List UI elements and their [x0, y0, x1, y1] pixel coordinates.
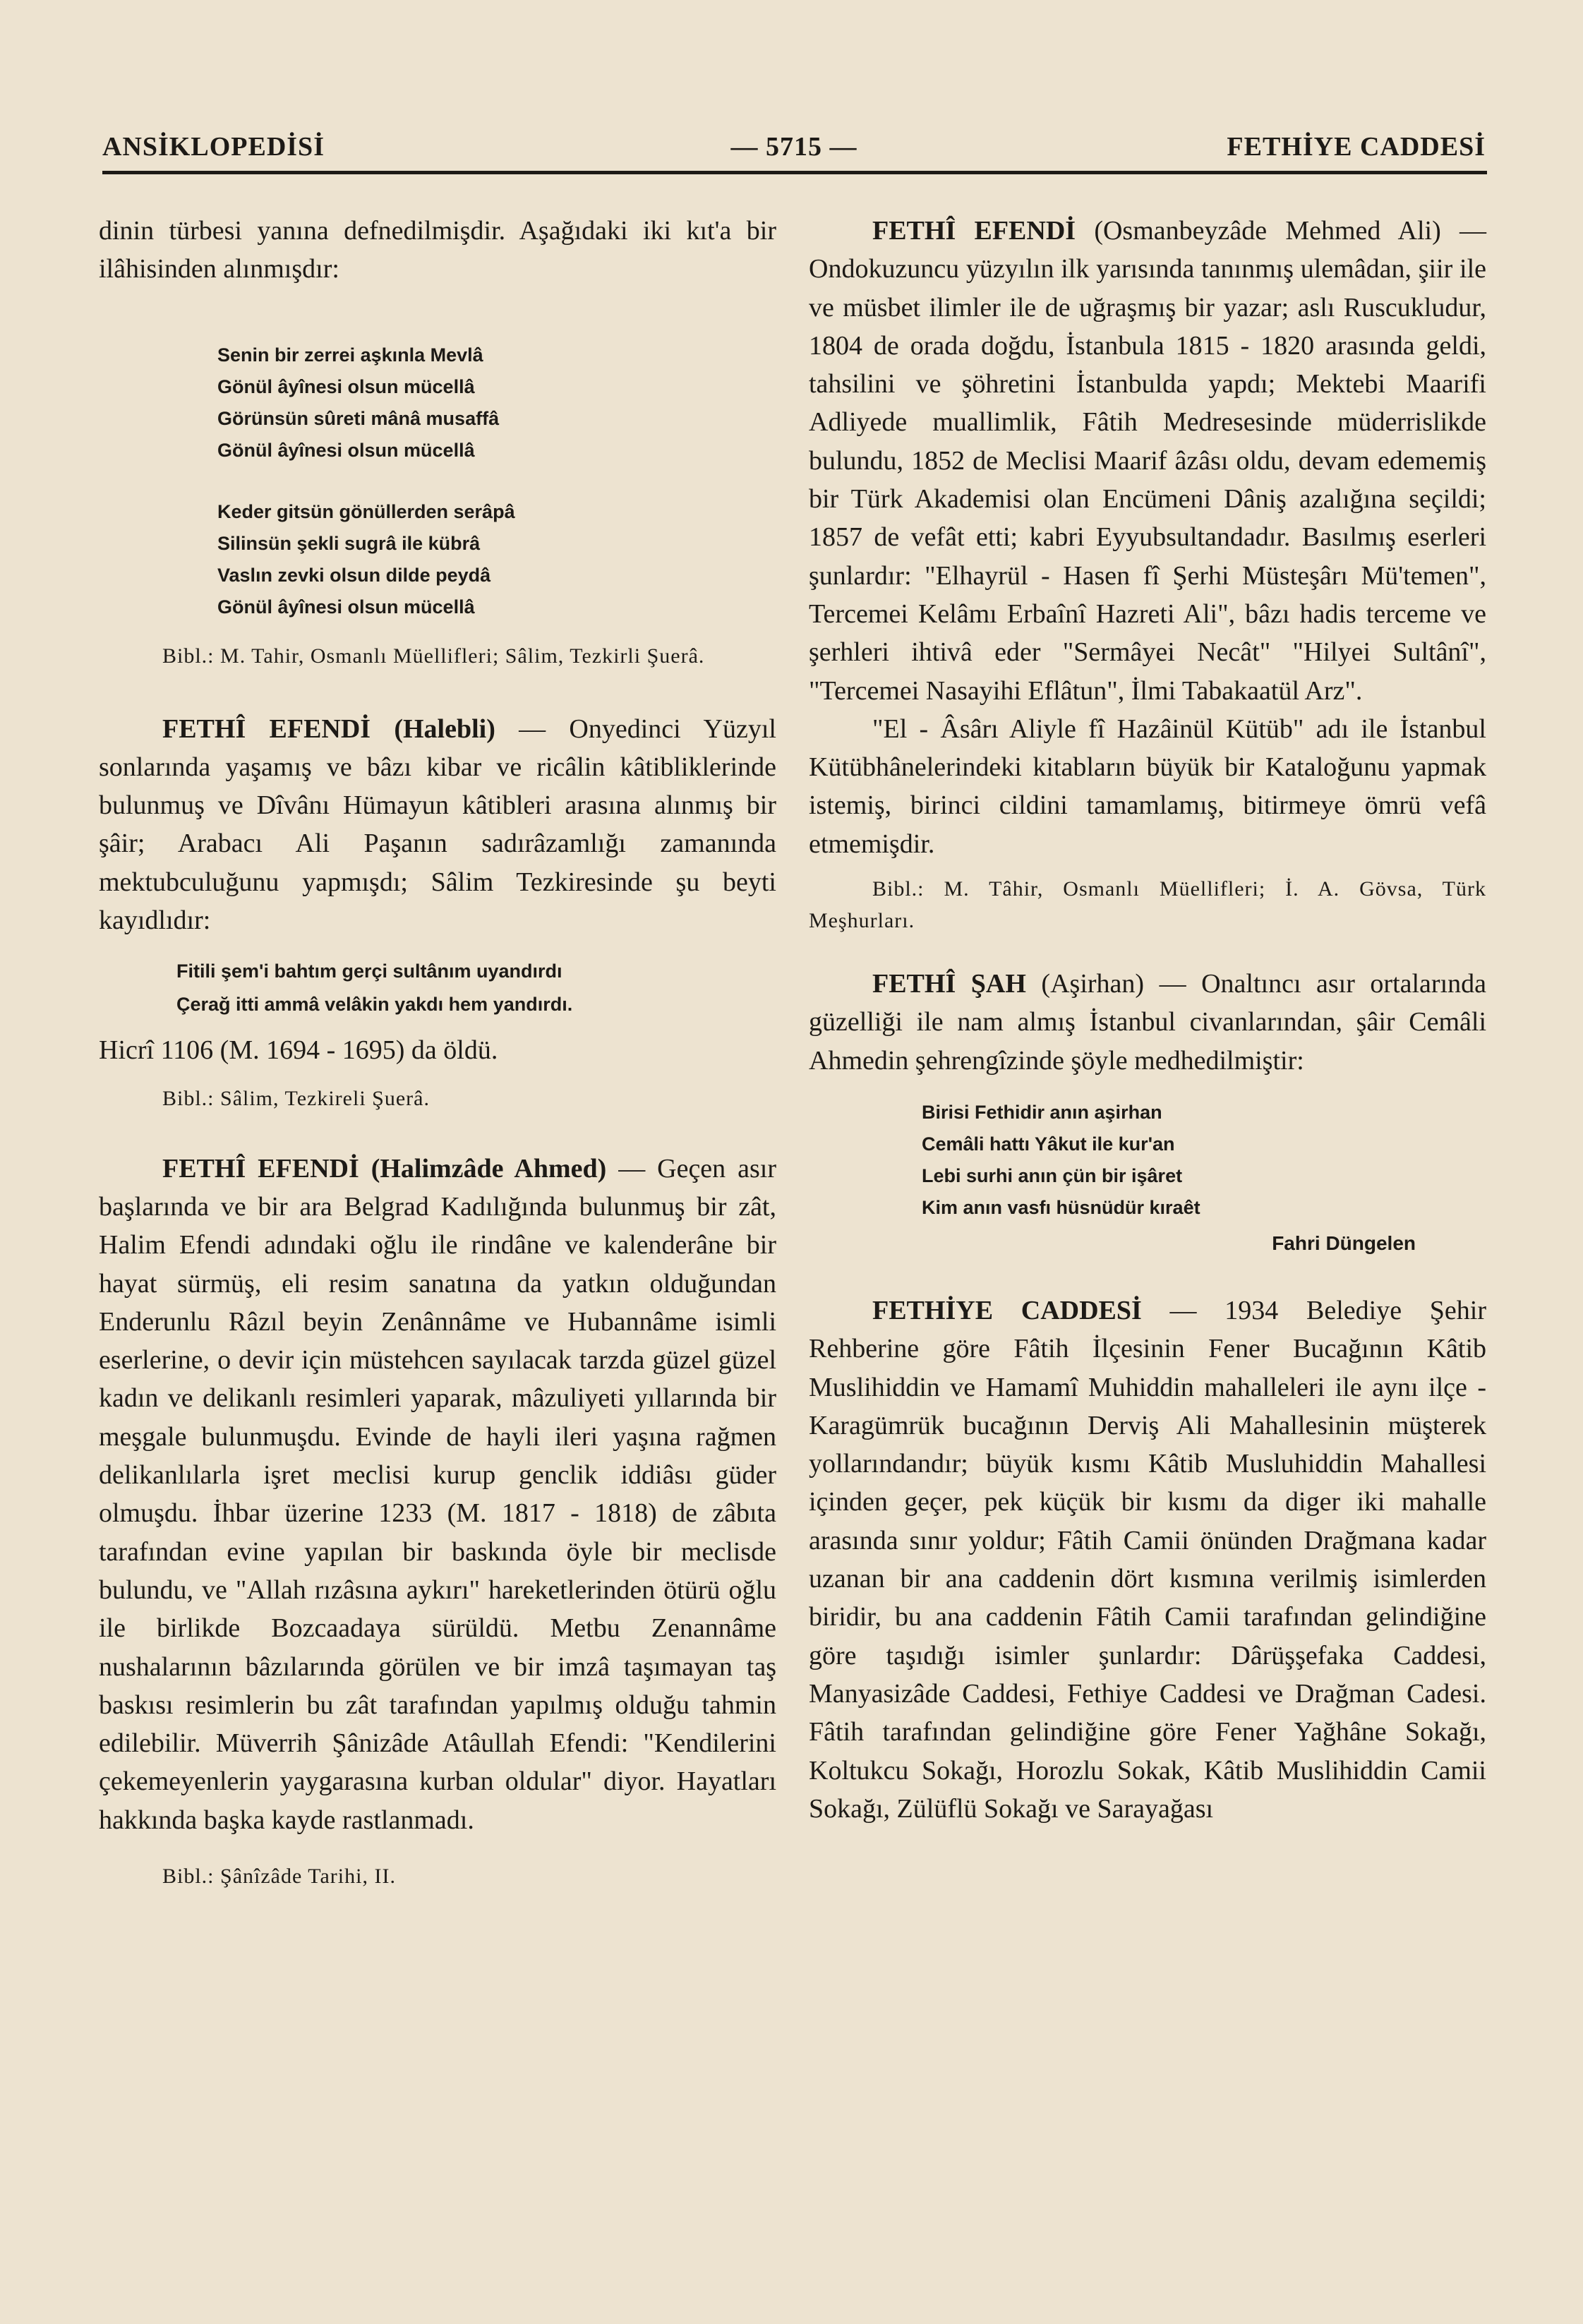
page-header: [102, 124, 1486, 169]
entry-fethi-efendi-osmanbeyzade: [809, 212, 1486, 710]
sehrengiz-verse: [809, 1097, 1486, 1224]
verse-line: Lebi surhi anın çün bir işâret: [922, 1164, 1183, 1186]
verse-line: Gönül âyînesi olsun mücellâ: [217, 596, 475, 618]
verse-line: Görünsün sûreti mânâ musaffâ: [217, 407, 500, 429]
verse-line: Gönül âyînesi olsun mücellâ: [217, 375, 475, 397]
ilahi-stanza-1: [217, 339, 776, 466]
entry-fethi-sah: [809, 965, 1486, 1080]
verse-line: Çerağ itti ammâ velâkin yakdı hem yandırdı.: [176, 994, 573, 1016]
ilahi-stanza-2: [217, 496, 776, 623]
bibliography: Bibl.: M. Tahir, Osmanlı Müellifleri; Sâlim, Tezkirli Şuerâ.: [162, 644, 705, 668]
entry-title: FETHÎ EFENDİ (Halebli): [162, 714, 495, 744]
ilahi-verse: [99, 339, 776, 623]
bibliography: Bibl.: M. Tâhir, Osmanlı Müellifleri; İ. A. Gövsa, Türk Meşhurları.: [809, 877, 1486, 933]
entry-text: (Osmanbeyzâde Mehmed Ali) — Ondokuzuncu yüzyılın ilk yarısında tanınmış ulemâdan, şiir ile ve müsbet ilimler ile de uğraşmış bir yazar; aslı Ruscukludur, 1804 de orada doğdu, İstanbula 1815 - 1820 arasında geldi, tahsilini ve şöhretini İstanbulda yapdı; Mektebi Maarifi Adliyede muallimlik, Fâtih Medresesinde müderrislikde bulundu, 1852 de Meclisi Maarif âzâsı oldu, devam edememiş bir Türk Akademisi olan Encümeni Dâniş azalığına seçildi; 1857 de vefât etti; kabri Eyyubsultandadır. Basılmış eserleri şunlardır: "Elhayrül - Hasen fî Şerhi Müsteşârı Mü'temen", Tercemei Kelâmı Erbaînî Hazreti Ali", bâzı hadis terceme ve şerhleri ihtivâ eder "Sermâyei Necât" "Hilyei Sultânî", "Tercemei Nasayihi Eflâtun", İlmi Tabakaatül Arz".: [809, 216, 1487, 706]
beyit-verse: [99, 955, 776, 1021]
verse-line: Gönül âyînesi olsun mücellâ: [217, 439, 475, 461]
verse-line: Senin bir zerrei aşkınla Mevlâ: [217, 344, 483, 366]
verse-line: Kim anın vasfı hüsnüdür kıraêt: [922, 1196, 1200, 1218]
entry-fethiye-caddesi: [809, 1292, 1486, 1828]
entry-title: FETHÎ EFENDİ (Halimzâde Ahmed): [162, 1153, 607, 1184]
left-column: [99, 212, 776, 1892]
entry-title: FETHÎ EFENDİ: [872, 216, 1076, 246]
verse-line: Cemâli hattı Yâkut ile kur'an: [922, 1133, 1175, 1155]
verse-line: Fitili şem'i bahtım gerçi sultânım uyandırdı: [176, 961, 562, 982]
entry-title: FETHÎ ŞAH: [872, 969, 1026, 999]
verse-line: Birisi Fethidir anın aşirhan: [922, 1101, 1162, 1123]
bibliography: Bibl.: Şânîzâde Tarihi, II.: [162, 1865, 396, 1889]
entry-text: (Aşirhan) — Onaltıncı asır ortalarında güzelliği ile nam almış İstanbul civanlarından, şâir Cemâli Ahmedin şehrengîzinde şöyle medhedilmiştir:: [809, 969, 1486, 1076]
article-author: Fahri Düngelen: [1272, 1232, 1416, 1254]
header-right: FETHİYE CADDESİ: [1227, 132, 1486, 162]
entry-fethi-efendi-halebli: [99, 710, 776, 940]
verse-line: Silinsün şekli sugrâ ile kübrâ: [217, 532, 481, 554]
entry-paragraph: "El - Âsârı Aliyle fî Hazâinül Kütüb" adı ile İstanbul Kütübhânelerindeki kitabların büyük bir Kataloğunu yapmak istemiş, birinci cildini tamamlamış, bitirmeye ömrü vefâ etmemişdir.: [809, 714, 1486, 859]
verse-line: Vaslın zevki olsun dilde peydâ: [217, 564, 491, 586]
bibliography: Bibl.: Sâlim, Tezkireli Şuerâ.: [162, 1086, 430, 1110]
verse-line: Keder gitsün gönüllerden serâpâ: [217, 500, 515, 522]
entry-fethi-efendi-halimzade: [99, 1150, 776, 1839]
header-left: ANSİKLOPEDİSİ: [102, 132, 325, 162]
entry-text: — 1934 Belediye Şehir Rehberine göre Fâtih İlçesinin Fener Bucağının Kâtib Muslihiddin ve Hamamî Muhiddin mahalleleri ile aynı ilçe - Karagümrük bucağının Derviş Ali Mahallesinin müşterek yollarındandır; büyük kısmı Kâtib Musluhiddin Mahallesi içinden geçer, pek küçük bir kısmı da diger iki mahalle arasında sınır yoldur; Fâtih Camii önünden Drağmana kadar uzanan bir ana caddenin dört kısmına verilmiş isimlerden biridir, bu ana caddenin Fâtih Camii tarafından gelindiğine göre taşıdığı isimler şunlardır: Dârüşşefaka Caddesi, Manyasizâde Caddesi, Fethiye Caddesi ve Drağman Cadesi. Fâtih tarafından gelindiğine göre Fener Yağhâne Sokağı, Koltukcu Sokağı, Horozlu Sokak, Kâtib Muslihiddin Camii Sokağı, Zülüflü Sokağı ve Sarayağası: [809, 1295, 1486, 1824]
entry-text: — Geçen asır başlarında ve bir ara Belgrad Kadılığında bulunmuş bir zât, Halim Efendi adındaki oğlu ile rindâne ve kalenderâne bir hayat sürmüş, eli resim sanatına da yatkın olduğundan Enderunlu Râzıl beyin Zenânnâme ve Hubannâme isimli eserlerine, o devir için müstehcen sayılacak tarzda güzel güzel kadın ve delikanlı resimleri yaparak, mâzuliyeti yıllarında bir meşgale bulunmuşdu. Evinde de hayli ileri yaşına rağmen delikanlılarla işret meclisi kurup genclik iddiâsı güder olmuşdu. İhbar üzerine 1233 (M. 1817 - 1818) de zâbıta tarafından evine yapılan bir baskında öyle bir meclisde bulundu, ve "Allah rızâsına aykırı" hareketlerinden ötürü oğlu ile birlikde Bozcaadaya sürüldü. Metbu Zenannâme nushalarının bâzılarında görülen ve bir imzâ taşımayan taş baskısı resimlerin bu zât tarafından yapılmış olduğu tahmin edilebilir. Müverrih Şânizâde Atâullah Efendi: "Kendilerini çekemeyenlerin yaygarasına kurban oldular" diyor. Hayatları hakkında başka kayde rastlanmadı.: [99, 1153, 776, 1835]
page-number: — 5715 —: [730, 132, 857, 162]
entry-title: FETHİYE CADDESİ: [872, 1295, 1142, 1325]
death-note: Hicrî 1106 (M. 1694 - 1695) da öldü.: [99, 1035, 498, 1066]
header-rule: [102, 171, 1487, 174]
intro-paragraph: dinin türbesi yanına defnedilmişdir. Aşağıdaki iki kıt'a bir ilâhisinden alınmışdır:: [99, 216, 776, 284]
right-column: [809, 212, 1486, 1828]
entry-text: — Onyedinci Yüzyıl sonlarında yaşamış ve bâzı kibar ve ricâlin kâtibliklerinde bulunmuş ve Dîvânı Hümayun kâtibleri arasına alınmış bir şâir; Arabacı Ali Paşanın sadırâzamlığı zamanında mektubculuğunu yapmışdı; Sâlim Tezkiresinde şu beyti kayıdlıdır:: [99, 714, 776, 936]
